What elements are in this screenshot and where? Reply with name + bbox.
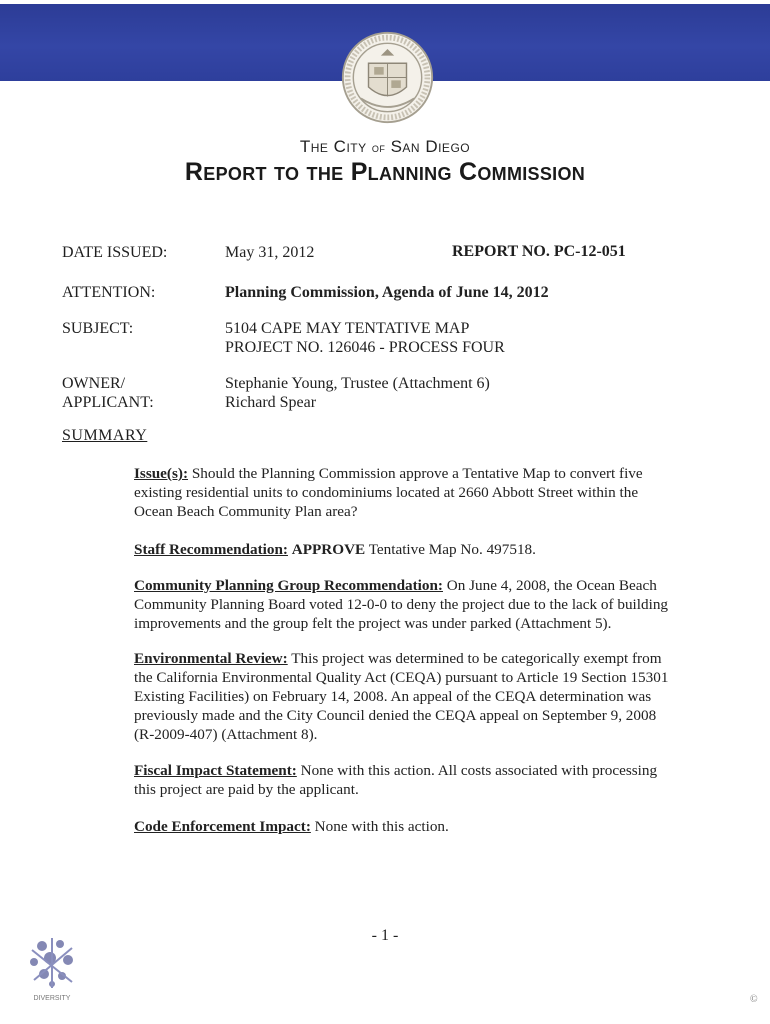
owner-line-1: Stephanie Young, Trustee (Attachment 6)	[225, 375, 490, 392]
community-text: On June 4, 2008, the Ocean Beach Community Planning Board voted 12-0-0 to deny the project due to the lack of building improvements and the group felt the project was under parked (Attachment 5).	[134, 577, 669, 632]
staff-label: Staff Recommendation:	[134, 541, 288, 558]
attention-label: ATTENTION:	[62, 284, 156, 301]
owner-label-2: APPLICANT:	[62, 394, 154, 411]
environmental-text: This project was determined to be categorically exempt from the California Environmental Quality Act (CEQA) pursuant to Article 19 Section 15301 Existing Facilities) on February 14, 2008. An appeal of the CEQA determination was previously made and the City Council denied the CEQA appeal on September 9, 2008 (R-2009-407) (Attachment 8).	[134, 650, 669, 743]
city-name: The City of San Diego	[299, 137, 471, 156]
code-enforcement-paragraph	[134, 817, 674, 836]
page-number: - 1 -	[371, 927, 399, 944]
community-paragraph	[134, 576, 674, 633]
owner-line-2: Richard Spear	[225, 394, 317, 411]
diversity-logo-icon	[22, 932, 82, 1007]
fiscal-label: Fiscal Impact Statement:	[134, 762, 297, 779]
fiscal-paragraph	[134, 761, 674, 799]
city-seal-icon	[340, 30, 435, 125]
subject-line-1: 5104 CAPE MAY TENTATIVE MAP	[225, 320, 470, 337]
community-label: Community Planning Group Recommendation:	[134, 577, 443, 594]
code-enforcement-text: None with this action.	[314, 818, 449, 835]
subject-label: SUBJECT:	[62, 320, 134, 337]
summary-heading: SUMMARY	[62, 427, 148, 444]
subject-line-2: PROJECT NO. 126046 - PROCESS FOUR	[225, 339, 505, 356]
issue-paragraph	[134, 464, 674, 521]
diversity-logo-text: DIVERSITY	[33, 995, 71, 1002]
copyright-mark: ©	[750, 994, 758, 1005]
staff-strong: APPROVE	[291, 541, 366, 558]
staff-text: Tentative Map No. 497518.	[368, 541, 536, 558]
issue-text: Should the Planning Commission approve a Tentative Map to convert five existing residential units to condominiums located at 2660 Abbott Street within the Ocean Beach Community Plan area?	[134, 465, 643, 520]
report-title: Report to the Planning Commission	[184, 158, 586, 186]
date-issued-value: May 31, 2012	[225, 244, 315, 261]
attention-value: Planning Commission, Agenda of June 14, 2012	[225, 284, 549, 301]
environmental-paragraph	[134, 649, 674, 744]
staff-paragraph	[134, 540, 674, 559]
code-enforcement-label: Code Enforcement Impact:	[134, 818, 311, 835]
issue-label: Issue(s):	[134, 465, 189, 482]
environmental-label: Environmental Review:	[134, 650, 288, 667]
fiscal-text: None with this action. All costs associated with processing this project are paid by the applicant.	[134, 762, 658, 798]
report-number: REPORT NO. PC-12-051	[452, 243, 626, 260]
owner-label-1: OWNER/	[62, 375, 126, 392]
date-issued-label: DATE ISSUED:	[62, 244, 168, 261]
